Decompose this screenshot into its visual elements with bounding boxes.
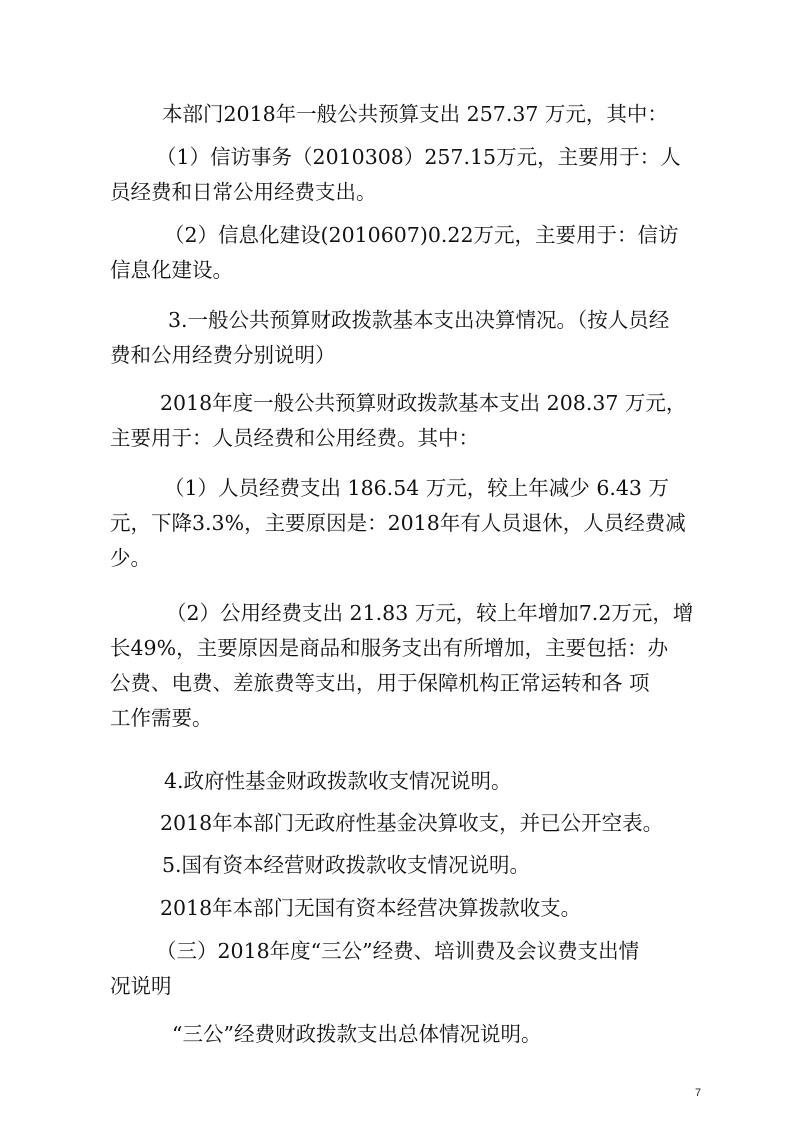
text-line: 公费、电费、差旅费等支出，用于保障机构正常运转和各 项 bbox=[110, 671, 650, 695]
petition-affairs-paragraph bbox=[110, 140, 700, 210]
budget-total-paragraph bbox=[110, 97, 700, 132]
text-line: （2）信息化建设(2010607)0.22万元，主要用于：信访 bbox=[164, 223, 679, 247]
page-number: 7 bbox=[695, 1087, 702, 1099]
text-line: 本部门2018年一般公共预算支出 257.37 万元，其中： bbox=[162, 102, 668, 126]
text-line: 信息化建设。 bbox=[110, 258, 233, 282]
text-line: 2018年本部门无国有资本经营决算拨款收支。 bbox=[160, 896, 582, 920]
text-line: 主要用于：人员经费和公用经费。其中： bbox=[110, 426, 479, 450]
section-4-heading bbox=[110, 764, 700, 799]
public-expenses-paragraph bbox=[110, 596, 700, 736]
text-line: 元，下降3.3%，主要原因是：2018年有人员退休，人员经费减 bbox=[110, 511, 686, 535]
text-line: （1）人员经费支出 186.54 万元，较上年减少 6.43 万 bbox=[164, 476, 669, 500]
text-line: 工作需要。 bbox=[110, 706, 213, 730]
text-line: 况说明 bbox=[110, 974, 172, 998]
text-line: （1）信访事务（2010308）257.15万元，主要用于：人 bbox=[156, 145, 681, 169]
text-line: 5.国有资本经营财政拨款收支情况说明。 bbox=[162, 853, 531, 877]
three-public-summary-heading bbox=[110, 1017, 700, 1052]
text-line: 4.政府性基金财政拨款收支情况说明。 bbox=[164, 769, 512, 793]
text-line: 2018年度一般公共预算财政拨款基本支出 208.37 万元， bbox=[160, 391, 687, 415]
government-fund-paragraph bbox=[110, 806, 700, 841]
text-line: “三公”经费财政拨款支出总体情况说明。 bbox=[172, 1022, 542, 1046]
section-5-heading bbox=[110, 848, 700, 883]
state-capital-paragraph bbox=[110, 891, 700, 926]
text-line: 费和公用经费分别说明） bbox=[110, 343, 336, 367]
text-line: 长49%，主要原因是商品和服务支出有所增加，主要包括：办 bbox=[110, 636, 669, 660]
basic-expenditure-paragraph bbox=[110, 386, 700, 456]
text-line: 少。 bbox=[110, 546, 151, 570]
text-line: （2）公用经费支出 21.83 万元，较上年增加7.2万元，增 bbox=[166, 601, 694, 625]
text-line: 2018年本部门无政府性基金决算收支，并已公开空表。 bbox=[160, 811, 664, 835]
section-3-heading bbox=[110, 303, 700, 373]
it-construction-paragraph bbox=[110, 218, 700, 288]
section-three-heading bbox=[110, 934, 700, 1004]
text-line: 3.一般公共预算财政拨款基本支出决算情况。（按人员经 bbox=[168, 308, 670, 332]
personnel-expenses-paragraph bbox=[110, 471, 700, 576]
text-line: （三）2018年度“三公”经费、培训费及会议费支出情 bbox=[156, 939, 640, 963]
text-line: 员经费和日常公用经费支出。 bbox=[110, 180, 377, 204]
